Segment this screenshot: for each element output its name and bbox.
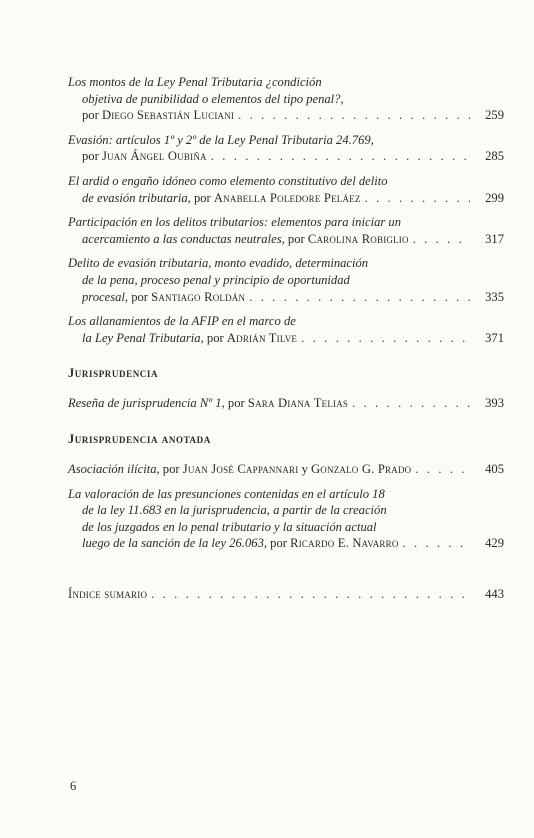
entry-title-line: de los juzgados en lo penal tributario y la situación actual <box>82 519 377 534</box>
toc-entry-allanamientos <box>68 313 504 346</box>
entry-by: por <box>82 149 102 164</box>
entry-title-end: procesal, <box>82 289 129 304</box>
section-heading-jurisprudencia-anotada: Jurisprudencia anotada <box>68 431 211 446</box>
entry-by: por <box>159 461 183 476</box>
entry-by: por <box>128 289 152 304</box>
entry-by: por <box>224 396 248 411</box>
entry-title-line: Los allanamientos de la AFIP en el marco de <box>68 314 296 329</box>
entry-page-number: 299 <box>485 190 504 205</box>
entry-page-number: 371 <box>485 330 504 345</box>
entry-title-end: acercamiento a las conductas neutrales, <box>82 231 285 246</box>
entry-by: por <box>82 108 102 123</box>
entry-author: Sara Diana Telias <box>247 396 349 411</box>
entry-title-line: objetiva de punibilidad o elementos del tipo penal?, <box>82 91 344 106</box>
toc-entry-valoracion <box>68 486 504 552</box>
page-number: 6 <box>70 779 77 793</box>
entry-title-line: Los montos de la Ley Penal Tributaria ¿condición <box>68 75 322 89</box>
leader-dots <box>415 461 470 478</box>
entry-author: Ricardo E. Navarro <box>290 536 399 551</box>
index-label: Índice sumario <box>68 586 148 601</box>
entry-author: Gonzalo G. Prado <box>311 461 412 476</box>
entry-title-line: Evasión: artículos 1º y 2º de la Ley Penal Tributaria 24.769, <box>68 132 374 147</box>
leader-dots <box>249 289 470 306</box>
entry-page-number: 443 <box>485 586 504 601</box>
leader-dots <box>301 330 470 347</box>
table-of-contents <box>68 74 504 610</box>
leader-dots <box>403 535 470 552</box>
leader-dots <box>352 395 470 412</box>
leader-dots <box>151 586 470 603</box>
entry-page-number: 259 <box>485 108 504 123</box>
toc-entry-participacion <box>68 214 504 247</box>
entry-title-end: luego de la sanción de la ley 26.063, <box>82 536 268 551</box>
section-heading-jurisprudencia: Jurisprudencia <box>68 366 159 381</box>
entry-page-number: 405 <box>485 461 504 476</box>
entry-title-line: de la ley 11.683 en la jurisprudencia, a partir de la creación <box>82 503 387 518</box>
entry-author: Adrián Tilve <box>226 330 298 345</box>
entry-author: Anabella Poledore Peláez <box>213 190 361 205</box>
toc-entry-delito-evasion <box>68 255 504 305</box>
entry-page-number: 317 <box>485 231 504 246</box>
toc-entry-asociacion <box>68 461 504 478</box>
entry-by: por <box>267 536 291 551</box>
entry-title-end: Reseña de jurisprudencia Nº 1, <box>68 396 225 411</box>
entry-page-number: 335 <box>485 289 504 304</box>
toc-entry-evasion <box>68 132 504 165</box>
leader-dots <box>211 148 470 165</box>
entry-by: por <box>203 330 227 345</box>
entry-title-line: La valoración de las presunciones contenidas en el artículo 18 <box>68 486 385 501</box>
entry-connector: y <box>298 461 312 476</box>
leader-dots <box>365 190 470 207</box>
toc-entry-ardid <box>68 173 504 206</box>
entry-by: por <box>190 190 214 205</box>
entry-title-line: Participación en los delitos tributarios: elementos para iniciar un <box>68 215 402 230</box>
entry-author: Juan Ángel Oubiña <box>101 149 207 164</box>
entry-author: Diego Sebastián Luciani <box>101 108 235 123</box>
entry-title-end: Asociación ilícita, <box>68 461 160 476</box>
entry-title-line: de la pena, proceso penal y principio de oportunidad <box>82 272 350 287</box>
entry-title-end: la Ley Penal Tributaria, <box>82 330 204 345</box>
entry-title-line: Delito de evasión tributaria, monto evadido, determinación <box>68 256 369 271</box>
entry-author: Carolina Robiglio <box>307 231 409 246</box>
entry-author: Juan José Cappannari <box>182 461 299 476</box>
leader-dots <box>413 231 470 248</box>
toc-entry-indice <box>68 586 504 603</box>
entry-title-end: de evasión tributaria, <box>82 190 191 205</box>
entry-page-number: 429 <box>485 536 504 551</box>
entry-page-number: 285 <box>485 149 504 164</box>
entry-by: por <box>284 231 308 246</box>
toc-entry-montos <box>68 74 504 124</box>
leader-dots <box>238 107 470 124</box>
toc-entry-resena <box>68 395 504 412</box>
entry-author: Santiago Roldán <box>151 289 246 304</box>
entry-page-number: 393 <box>485 396 504 411</box>
entry-title-line: El ardid o engaño idóneo como elemento constitutivo del delito <box>68 173 388 188</box>
